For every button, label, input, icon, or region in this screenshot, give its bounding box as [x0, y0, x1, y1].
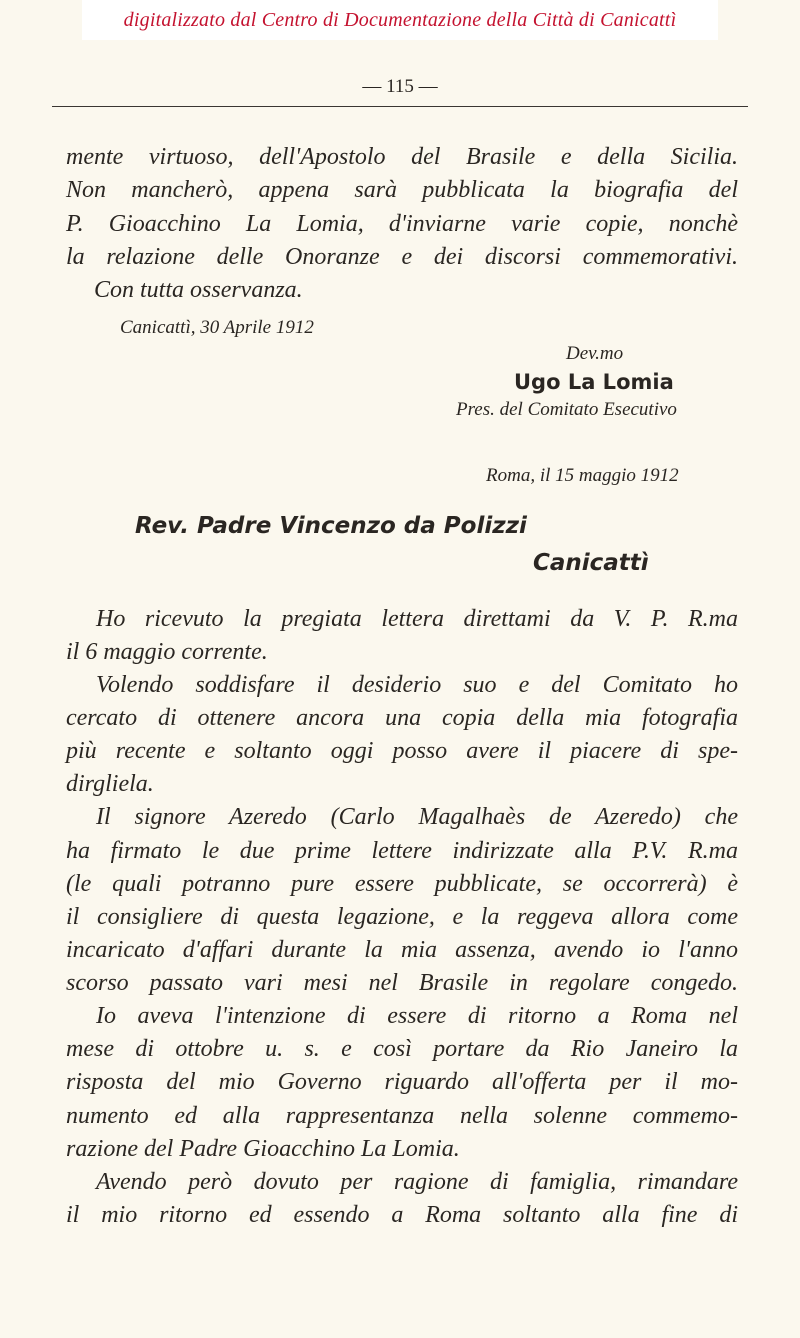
addressee-place: Canicattì	[533, 550, 649, 576]
place-date: Canicattì, 30 Aprile 1912	[120, 317, 314, 338]
text-line: il mio ritorno ed essendo a Roma soltanto alla fine di	[66, 1202, 738, 1228]
text-line: dirgliela.	[66, 771, 154, 797]
text-line: Con tutta osservanza.	[94, 277, 303, 303]
addressee: Rev. Padre Vincenzo da Polizzi	[135, 513, 527, 539]
page-number: — 115 —	[362, 76, 438, 97]
text-line: (le quali potranno pure essere pubblicate, se occorrerà) è	[66, 871, 738, 897]
text-line: Il signore Azeredo (Carlo Magalhaès de Azeredo) che	[96, 804, 738, 830]
digitization-watermark: digitalizzato dal Centro di Documentazione della Città di Canicattì	[82, 0, 718, 40]
signature-name: Ugo La Lomia	[514, 370, 674, 394]
place-date: Roma, il 15 maggio 1912	[486, 465, 679, 486]
text-line: il consigliere di questa legazione, e la reggeva allora come	[66, 904, 738, 930]
text-line: cercato di ottenere ancora una copia della mia fotografia	[66, 705, 738, 731]
text-line: Volendo soddisfare il desiderio suo e del Comitato ho	[96, 672, 738, 698]
text-line: Ho ricevuto la pregiata lettera direttami da V. P. R.ma	[96, 606, 738, 632]
text-line: Avendo però dovuto per ragione di famiglia, rimandare	[96, 1169, 738, 1195]
text-line: risposta del mio Governo riguardo all'offerta per il mo-	[66, 1069, 738, 1095]
closing: Dev.mo	[566, 343, 624, 364]
text-line: Io aveva l'intenzione di essere di ritorno a Roma nel	[96, 1003, 738, 1029]
text-line: più recente e soltanto oggi posso avere il piacere di spe-	[66, 738, 738, 764]
text-line: il 6 maggio corrente.	[66, 639, 268, 665]
text-line: mese di ottobre u. s. e così portare da Rio Janeiro la	[66, 1036, 738, 1062]
text-line: la relazione delle Onoranze e dei discorsi commemorativi.	[66, 244, 738, 270]
text-line: ha firmato le due prime lettere indirizzate alla P.V. R.ma	[66, 838, 738, 864]
text-line: razione del Padre Gioacchino La Lomia.	[66, 1136, 460, 1162]
text-line: numento ed alla rappresentanza nella solenne commemo-	[66, 1103, 738, 1129]
text-line: scorso passato vari mesi nel Brasile in regolare congedo.	[66, 970, 738, 996]
signature-title: Pres. del Comitato Esecutivo	[456, 399, 677, 420]
text-line: P. Gioacchino La Lomia, d'inviarne varie copie, nonchè	[66, 211, 738, 237]
text-line: mente virtuoso, dell'Apostolo del Brasile e della Sicilia.	[66, 144, 738, 170]
text-line: Non mancherò, appena sarà pubblicata la biografia del	[66, 177, 738, 203]
header-rule	[52, 106, 748, 107]
text-line: incaricato d'affari durante la mia assenza, avendo io l'anno	[66, 937, 738, 963]
